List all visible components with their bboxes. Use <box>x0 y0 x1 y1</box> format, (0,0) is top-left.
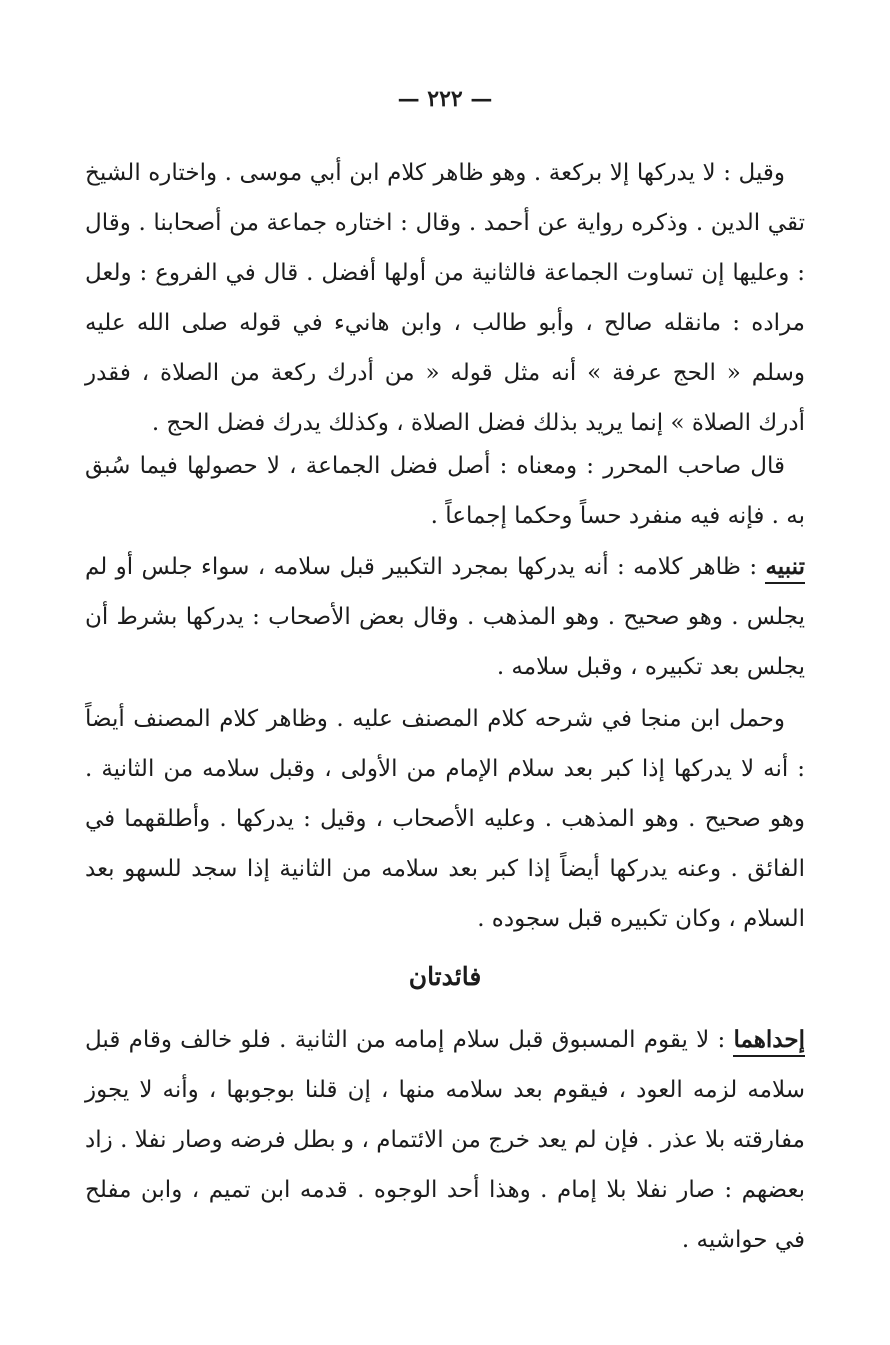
paragraph-3-text: : ظاهر كلامه : أنه يدركها بمجرد التكبير قبل سلامه ، سواء جلس أو لم يجلس . وهو صحيح . وهو المذهب . وقال بعض الأصحاب : يدركها بشرط أن يجلس بعد تكبيره ، وقبل سلامه . <box>85 554 805 680</box>
text-block-3 <box>85 542 805 692</box>
section-title: فائدتان <box>408 962 482 991</box>
paragraph-2: قال صاحب المحرر : ومعناه : أصل فضل الجماعة ، لا حصولها فيما سُبق به . فإنه فيه منفرد حساً وحكما إجماعاً . <box>85 453 805 529</box>
paragraph-4: وحمل ابن منجا في شرحه كلام المصنف عليه . وظاهر كلام المصنف أيضاً : أنه لا يدركها إذا كبر بعد سلام الإمام من الأولى ، وقبل سلامه من الثانية . وهو صحيح . وهو المذهب . وعليه الأصحاب ، وقيل : يدركها . وأطلقهما في الفائق . وعنه يدركها أيضاً إذا كبر بعد سلامه من الثانية إذا سجد للسهو بعد السلام ، وكان تكبيره قبل سجوده . <box>85 706 805 932</box>
paragraph-5-text: : لا يقوم المسبوق قبل سلام إمامه من الثانية . فلو خالف وقام قبل سلامه لزمه العود ، فيقوم بعد سلامه منها ، إن قلنا بوجوبها ، وأنه لا يجوز مفارقته بلا عذر . فإن لم يعد خرج من الائتمام ، و بطل فرضه وصار نفلا . زاد بعضهم : صار نفلا بلا إمام . وهذا أحد الوجوه . قدمه ابن تميم ، وابن مفلح في حواشيه . <box>85 1027 806 1253</box>
text-block-6 <box>85 1015 805 1265</box>
paragraph-5-lead: إحداهما <box>733 1026 805 1057</box>
paragraph-1: وقيل : لا يدركها إلا بركعة . وهو ظاهر كلام ابن أبي موسى . واختاره الشيخ تقي الدين . وذكره رواية عن أحمد . وقال : اختاره جماعة من أصحابنا . وقال : وعليها إن تساوت الجماعة فالثانية من أولها أفضل . قال في الفروع : ولعل مراده : مانقله صالح ، وأبو طالب ، وابن هانيء في قوله صلى الله عليه وسلم « الحج عرفة » أنه مثل قوله « من أدرك ركعة من الصلاة ، فقدر أدرك الصلاة » إنما يريد بذلك فضل الصلاة ، وكذلك يدرك فضل الحج . <box>85 160 805 436</box>
text-block-2 <box>85 441 805 541</box>
paragraph-3 <box>85 542 805 692</box>
paragraph-3-lead: تنبيه <box>765 553 805 584</box>
page-number: — ٢٢٢ — <box>397 86 493 112</box>
text-block-1 <box>85 148 805 448</box>
paragraph-5 <box>85 1015 805 1265</box>
text-block-4 <box>85 694 805 944</box>
